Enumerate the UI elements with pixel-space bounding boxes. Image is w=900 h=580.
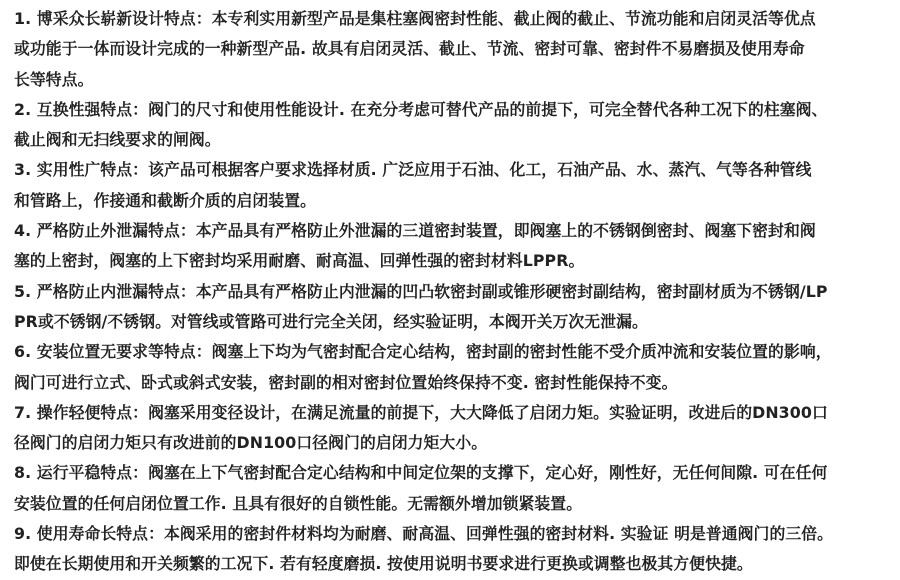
feature-item-5 [14,277,894,338]
text-line: 4. 严格防止外泄漏特点：本产品具有严格防止外泄漏的三道密封装置，即阀塞上的不锈钢倒密封、阀塞下密封和阀 [14,221,816,241]
text-line: PR或不锈钢/不锈钢。对管线或管路可进行完全关闭，经实验证明，本阀开关万次无泄漏。 [14,311,648,331]
feature-item-1 [14,4,894,95]
feature-item-8 [14,458,894,519]
feature-item-9 [14,519,894,580]
text-line: 5. 严格防止内泄漏特点：本产品具有严格防止内泄漏的凹凸软密封副或锥形硬密封副结构，密封副材质为不锈钢/LP [14,281,828,301]
feature-item-4 [14,216,894,277]
text-line: 径阀门的启闭力矩只有改进前的DN100口径阀门的启闭力矩大小。 [14,433,488,453]
text-line: 或功能于一体而设计完成的一种新型产品. 故具有启闭灵活、截止、节流、密封可靠、密封件不易磨损及使用寿命 [14,39,805,59]
text-line: 安装位置的任何启闭位置工作. 且具有很好的自锁性能。无需额外增加锁紧装置。 [14,493,583,513]
text-line: 7. 操作轻便特点：阀塞采用变径设计，在满足流量的前提下，大大降低了启闭力矩。实验证明，改进后的DN300口 [14,402,828,422]
text-line: 截止阀和无扫线要求的闸阀。 [14,130,221,150]
text-line: 2. 互换性强特点：阀门的尺寸和使用性能设计. 在充分考虑可替代产品的前提下，可完全替代各种工况下的柱塞阀、 [14,99,828,119]
text-line: 1. 博采众长崭新设计特点：本专利实用新型产品是集柱塞阀密封性能、截止阀的截止、节流功能和启闭灵活等优点 [14,9,816,28]
feature-item-7 [14,398,894,459]
text-line: 塞的上密封，阀塞的上下密封均采用耐磨、耐高温、回弹性强的密封材料LPPR。 [14,251,585,271]
feature-list [14,4,894,580]
feature-item-3 [14,155,894,216]
text-line: 和管路上，作接通和截断介质的启闭装置。 [14,190,317,210]
text-line: 即使在长期使用和开关频繁的工况下. 若有轻度磨损. 按使用说明书要求进行更换或调整也极其方便快捷。 [14,554,753,574]
text-line: 阀门可进行立式、卧式或斜式安装，密封副的相对密封位置始终保持不变. 密封性能保持不变。 [14,372,678,392]
text-line: 9. 使用寿命长特点：本阀采用的密封件材料均为耐磨、耐高温、回弹性强的密封材料. 实验证 明是普通阀门的三倍。 [14,524,834,544]
text-line: 长等特点。 [14,69,94,89]
text-line: 3. 实用性广特点：该产品可根据客户要求选择材质. 广泛应用于石油、化工，石油产品、水、蒸汽、气等各种管线 [14,160,812,180]
text-line: 8. 运行平稳特点：阀塞在上下气密封配合定心结构和中间定位架的支撑下，定心好，刚性好，无任何间隙. 可在任何 [14,463,828,483]
feature-item-6 [14,337,894,398]
text-line: 6. 安装位置无要求等特点：阀塞上下均为气密封配合定心结构，密封副的密封性能不受介质冲流和安装位置的影响， [14,342,832,362]
feature-item-2 [14,95,894,156]
